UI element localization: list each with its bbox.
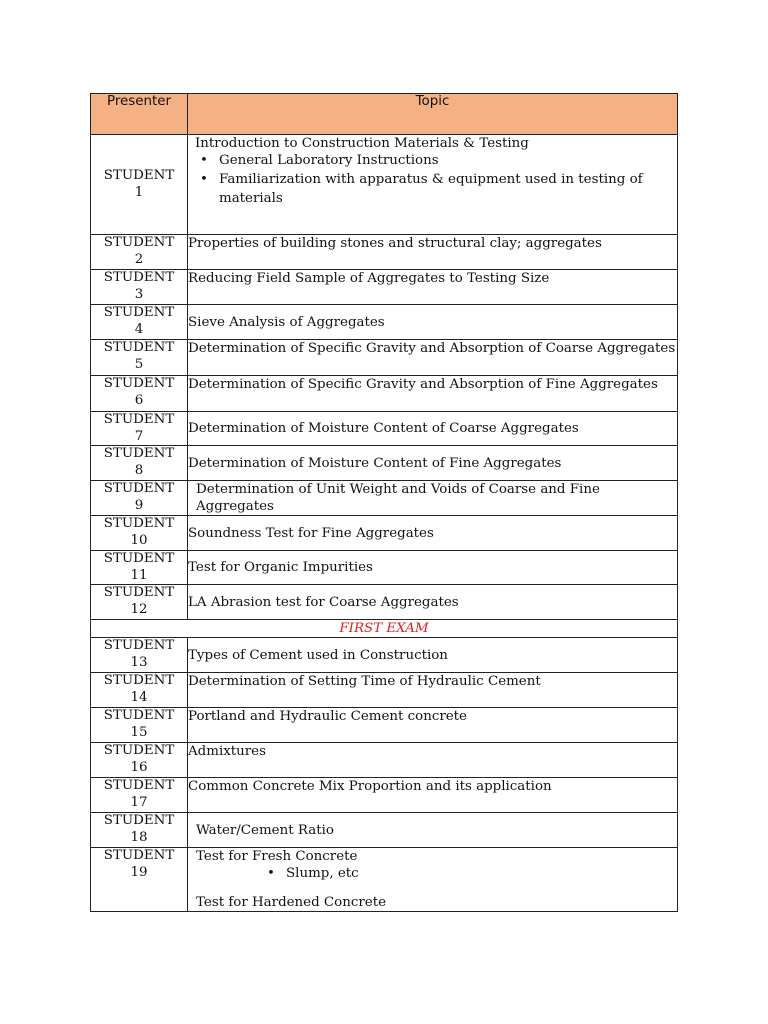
topic-bullet-list — [196, 865, 677, 882]
topic-cell: Determination of Specific Gravity and Absorption of Coarse Aggregates — [188, 340, 678, 376]
presenter-name: STUDENT 9 — [103, 481, 175, 513]
presenter-name: STUDENT 5 — [103, 340, 175, 372]
presenter-cell — [91, 235, 188, 270]
presenter-name: STUDENT 4 — [103, 305, 175, 337]
presenter-name: STUDENT 6 — [103, 376, 175, 408]
presenter-cell — [91, 376, 188, 412]
table-row — [91, 708, 678, 743]
presenter-cell — [91, 848, 188, 912]
table-row — [91, 743, 678, 778]
presenter-header: Presenter — [91, 94, 188, 135]
table-row — [91, 516, 678, 551]
topic-subtext: Test for Hardened Concrete — [196, 895, 386, 910]
presenter-cell — [91, 673, 188, 708]
presenter-name: STUDENT 2 — [103, 235, 175, 267]
bullet-item: • Slump, etc — [286, 865, 677, 882]
presenter-cell — [91, 446, 188, 481]
presenter-cell — [91, 481, 188, 516]
presenter-cell — [91, 708, 188, 743]
table-row — [91, 376, 678, 412]
presenter-cell — [91, 585, 188, 620]
presenter-cell — [91, 778, 188, 813]
table-row — [91, 551, 678, 585]
presenter-cell — [91, 340, 188, 376]
presenter-cell — [91, 135, 188, 235]
topic-cell — [188, 848, 678, 912]
presenter-name: STUDENT 11 — [103, 551, 175, 583]
presenter-cell — [91, 270, 188, 305]
topic-cell — [188, 135, 678, 235]
table-row — [91, 235, 678, 270]
presenter-name: STUDENT 12 — [103, 585, 175, 617]
table-row — [91, 412, 678, 446]
table-row — [91, 673, 678, 708]
presenter-name: STUDENT 1 — [103, 168, 175, 200]
header-row — [91, 94, 678, 135]
table-row — [91, 481, 678, 516]
topic-cell: Determination of Moisture Content of Coarse Aggregates — [188, 412, 678, 446]
presenter-name: STUDENT 13 — [103, 638, 175, 670]
topic-cell: Types of Cement used in Construction — [188, 638, 678, 673]
bullet-item: • Familiarization with apparatus & equipment used in testing of materials — [219, 170, 677, 208]
presenter-cell — [91, 305, 188, 340]
topic-cell: Admixtures — [188, 743, 678, 778]
topic-bullet-list — [195, 152, 677, 208]
table-row — [91, 638, 678, 673]
topic-cell: Properties of building stones and structural clay; aggregates — [188, 235, 678, 270]
exam-label: FIRST EXAM — [91, 620, 678, 638]
topic-text: Test for Fresh Concrete — [196, 849, 358, 864]
presenter-name: STUDENT 17 — [103, 778, 175, 810]
presenter-name: STUDENT 15 — [103, 708, 175, 740]
table-row — [91, 778, 678, 813]
presenter-name: STUDENT 14 — [103, 673, 175, 705]
table-row — [91, 848, 678, 912]
presentation-schedule-table — [90, 93, 678, 912]
table-row — [91, 446, 678, 481]
presenter-name: STUDENT 3 — [103, 270, 175, 302]
table-row — [91, 813, 678, 848]
bullet-item: • General Laboratory Instructions — [219, 152, 677, 169]
topic-cell: Test for Organic Impurities — [188, 551, 678, 585]
topic-cell: Reducing Field Sample of Aggregates to Testing Size — [188, 270, 678, 305]
presenter-name: STUDENT 16 — [103, 743, 175, 775]
presenter-name: STUDENT 18 — [103, 813, 175, 845]
topic-cell: Determination of Unit Weight and Voids of Coarse and Fine Aggregates — [188, 481, 678, 516]
presenter-cell — [91, 813, 188, 848]
table-row — [91, 340, 678, 376]
topic-header: Topic — [188, 94, 678, 135]
presenter-name: STUDENT 19 — [103, 848, 175, 880]
topic-cell: Common Concrete Mix Proportion and its application — [188, 778, 678, 813]
topic-cell: Soundness Test for Fine Aggregates — [188, 516, 678, 551]
presenter-name: STUDENT 7 — [103, 412, 175, 444]
presenter-cell — [91, 638, 188, 673]
exam-separator-row — [91, 620, 678, 638]
topic-cell: Determination of Moisture Content of Fine Aggregates — [188, 446, 678, 481]
topic-text: Introduction to Construction Materials & Testing — [195, 136, 529, 151]
presenter-cell — [91, 412, 188, 446]
topic-cell: Sieve Analysis of Aggregates — [188, 305, 678, 340]
presenter-cell — [91, 551, 188, 585]
presenter-name: STUDENT 10 — [103, 516, 175, 548]
topic-cell: Determination of Setting Time of Hydraulic Cement — [188, 673, 678, 708]
topic-cell: LA Abrasion test for Coarse Aggregates — [188, 585, 678, 620]
table-row — [91, 135, 678, 235]
presenter-cell — [91, 743, 188, 778]
table-row — [91, 270, 678, 305]
topic-cell: Determination of Specific Gravity and Absorption of Fine Aggregates — [188, 376, 678, 412]
presenter-name: STUDENT 8 — [103, 446, 175, 478]
table-row — [91, 305, 678, 340]
presenter-cell — [91, 516, 188, 551]
topic-cell: Portland and Hydraulic Cement concrete — [188, 708, 678, 743]
table-row — [91, 585, 678, 620]
topic-cell: Water/Cement Ratio — [188, 813, 678, 848]
